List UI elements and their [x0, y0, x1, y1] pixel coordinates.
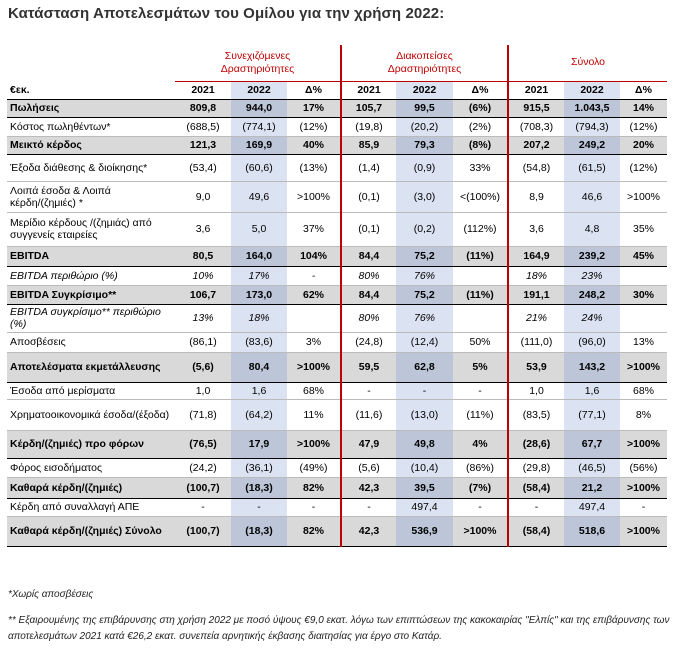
value-delta: 104%: [287, 246, 341, 266]
value-2021: 105,7: [341, 99, 396, 117]
value-2022: (77,1): [564, 399, 620, 430]
value-2022: (0,9): [396, 154, 453, 181]
value-delta: -: [453, 382, 508, 399]
row-label: Καθαρά κέρδη/(ζημιές): [7, 477, 175, 498]
row-income-tax: [7, 458, 667, 477]
value-2022: -: [396, 382, 453, 399]
value-2021: 53,9: [508, 352, 564, 382]
value-2022: 39,5: [396, 477, 453, 498]
value-2022: (64,2): [231, 399, 287, 430]
header-2021: 2021: [508, 81, 564, 99]
header-2021: 2021: [341, 81, 396, 99]
value-delta: -: [287, 498, 341, 516]
row-label: Χρηματοοικονομικά έσοδα/(έξοδα): [7, 399, 175, 430]
value-delta: >100%: [620, 430, 667, 458]
value-2022: (18,3): [231, 477, 287, 498]
row-depreciation: [7, 332, 667, 352]
value-2021: 59,5: [341, 352, 396, 382]
value-2022: (20,2): [396, 117, 453, 136]
value-delta: (49%): [287, 458, 341, 477]
value-delta: 45%: [620, 246, 667, 266]
value-2021: (28,6): [508, 430, 564, 458]
value-delta: >100%: [620, 352, 667, 382]
value-2021: 80%: [341, 266, 396, 285]
value-2021: 47,9: [341, 430, 396, 458]
value-2022: 99,5: [396, 99, 453, 117]
row-label: EBITDA Συγκρίσιμο**: [7, 285, 175, 304]
value-2022: 76%: [396, 266, 453, 285]
value-2022: 497,4: [564, 498, 620, 516]
value-2022: 169,9: [231, 136, 287, 154]
value-2021: (54,8): [508, 154, 564, 181]
value-2022: 249,2: [564, 136, 620, 154]
value-2022: 18%: [231, 304, 287, 332]
value-2022: 75,2: [396, 285, 453, 304]
row-dividend-income: [7, 382, 667, 399]
value-2022: (96,0): [564, 332, 620, 352]
value-2021: 3,6: [508, 212, 564, 246]
row-financial-income-expense: [7, 399, 667, 430]
value-delta: (8%): [453, 136, 508, 154]
value-2022: 80,4: [231, 352, 287, 382]
value-2021: (19,8): [341, 117, 396, 136]
row-res-transaction-profit: [7, 498, 667, 516]
header-delta: Δ%: [453, 81, 508, 99]
row-label: Φόρος εισοδήματος: [7, 458, 175, 477]
group-discontinued: Διακοπείσες Δραστηριότητες: [341, 45, 508, 81]
row-comparable-ebitda: [7, 285, 667, 304]
header-row: [7, 81, 667, 99]
value-delta: (12%): [620, 154, 667, 181]
income-statement-table: [7, 45, 667, 547]
row-label: Κέρδη από συναλλαγή ΑΠΕ: [7, 498, 175, 516]
value-delta: 20%: [620, 136, 667, 154]
value-2022: 49,6: [231, 181, 287, 212]
value-delta: 68%: [287, 382, 341, 399]
value-2022: (0,2): [396, 212, 453, 246]
value-delta: 35%: [620, 212, 667, 246]
value-2021: -: [175, 498, 231, 516]
value-2021: 9,0: [175, 181, 231, 212]
value-delta: (12%): [287, 117, 341, 136]
value-2021: 3,6: [175, 212, 231, 246]
value-2021: 84,4: [341, 246, 396, 266]
value-2022: 49,8: [396, 430, 453, 458]
group-total: Σύνολο: [508, 45, 667, 81]
value-2021: (100,7): [175, 477, 231, 498]
value-2022: 46,6: [564, 181, 620, 212]
value-2021: 21%: [508, 304, 564, 332]
row-label: EBITDA συγκρίσιμο** περιθώριο (%): [7, 304, 175, 332]
value-delta: -: [453, 498, 508, 516]
value-2022: 518,6: [564, 516, 620, 546]
value-delta: 17%: [287, 99, 341, 117]
value-2021: 809,8: [175, 99, 231, 117]
row-gross-profit: [7, 136, 667, 154]
row-label: Καθαρά κέρδη/(ζημιές) Σύνολο: [7, 516, 175, 546]
row-profit-before-tax: [7, 430, 667, 458]
value-delta: [453, 304, 508, 332]
value-2022: 79,3: [396, 136, 453, 154]
value-2022: 1.043,5: [564, 99, 620, 117]
value-delta: [620, 266, 667, 285]
value-2022: (13,0): [396, 399, 453, 430]
value-2021: -: [341, 382, 396, 399]
value-delta: <(100%): [453, 181, 508, 212]
header-label: €εκ.: [7, 81, 175, 99]
value-delta: (11%): [453, 285, 508, 304]
value-2022: 76%: [396, 304, 453, 332]
value-2022: 24%: [564, 304, 620, 332]
value-delta: >100%: [287, 352, 341, 382]
value-2021: 80,5: [175, 246, 231, 266]
value-2021: (5,6): [341, 458, 396, 477]
value-delta: (11%): [453, 246, 508, 266]
value-delta: 82%: [287, 516, 341, 546]
header-delta: Δ%: [287, 81, 341, 99]
page-title: Κατάσταση Αποτελεσμάτων του Ομίλου για την χρήση 2022:: [8, 5, 445, 22]
row-label: Κέρδη/(ζημιές) προ φόρων: [7, 430, 175, 458]
value-2021: (83,5): [508, 399, 564, 430]
value-2021: 191,1: [508, 285, 564, 304]
row-label: Λοιπά έσοδα & Λοιπά κέρδη/(ζημιές) *: [7, 181, 175, 212]
value-2022: (3,0): [396, 181, 453, 212]
value-2022: 21,2: [564, 477, 620, 498]
value-2022: (774,1): [231, 117, 287, 136]
value-delta: (7%): [453, 477, 508, 498]
value-2021: (86,1): [175, 332, 231, 352]
value-2022: (83,6): [231, 332, 287, 352]
value-2021: (53,4): [175, 154, 231, 181]
value-2021: (0,1): [341, 212, 396, 246]
value-delta: (112%): [453, 212, 508, 246]
value-2021: 42,3: [341, 477, 396, 498]
value-2021: (76,5): [175, 430, 231, 458]
value-delta: [453, 266, 508, 285]
value-delta: [620, 304, 667, 332]
value-delta: (12%): [620, 117, 667, 136]
footnote-comparable-ebitda: ** Εξαιρουμένης της επιβάρυνσης στη χρήση 2022 με ποσό ύψους €9,0 εκατ. λόγω των επιπτώσεων της κακοκαιρίας "Ελπίς" και της επιβάρυνσης των αποτελεσμάτων 2021 κατά €26,2 εκατ. συνεπεία αρνητικής έκβασης διαιτησίας για έργο στο Κατάρ.: [8, 615, 670, 642]
value-delta: >100%: [287, 430, 341, 458]
value-2022: 497,4: [396, 498, 453, 516]
value-2021: (58,4): [508, 477, 564, 498]
value-delta: 4%: [453, 430, 508, 458]
row-label: Πωλήσεις: [7, 99, 175, 117]
row-label: Αποσβέσεις: [7, 332, 175, 352]
row-label: EBITDA περιθώριο (%): [7, 266, 175, 285]
row-label: Έσοδα από μερίσματα: [7, 382, 175, 399]
row-net-profit-total: [7, 516, 667, 546]
value-delta: >100%: [620, 181, 667, 212]
value-delta: 62%: [287, 285, 341, 304]
value-delta: 33%: [453, 154, 508, 181]
value-2021: 1,0: [508, 382, 564, 399]
value-2022: -: [231, 498, 287, 516]
value-2022: 944,0: [231, 99, 287, 117]
value-2022: 17,9: [231, 430, 287, 458]
value-2021: 164,9: [508, 246, 564, 266]
row-label: Έξοδα διάθεσης & διοίκησης*: [7, 154, 175, 181]
row-operating-result: [7, 352, 667, 382]
value-delta: 13%: [620, 332, 667, 352]
value-2022: (794,3): [564, 117, 620, 136]
value-2022: 23%: [564, 266, 620, 285]
row-label: Μερίδιο κέρδους /(ζημιάς) από συγγενείς εταιρείες: [7, 212, 175, 246]
value-delta: (11%): [453, 399, 508, 430]
row-comparable-ebitda-margin: [7, 304, 667, 332]
value-2021: 121,3: [175, 136, 231, 154]
value-2022: (18,3): [231, 516, 287, 546]
value-2022: 62,8: [396, 352, 453, 382]
value-2021: (11,6): [341, 399, 396, 430]
value-2021: (111,0): [508, 332, 564, 352]
value-2022: 164,0: [231, 246, 287, 266]
header-2022: 2022: [564, 81, 620, 99]
value-2022: 536,9: [396, 516, 453, 546]
value-2022: (61,5): [564, 154, 620, 181]
value-delta: 8%: [620, 399, 667, 430]
row-ebitda: [7, 246, 667, 266]
value-delta: >100%: [620, 516, 667, 546]
value-delta: (56%): [620, 458, 667, 477]
value-2021: 80%: [341, 304, 396, 332]
value-2022: 75,2: [396, 246, 453, 266]
value-delta: -: [620, 498, 667, 516]
value-2021: 18%: [508, 266, 564, 285]
value-2022: 17%: [231, 266, 287, 285]
row-label: Μεικτό κέρδος: [7, 136, 175, 154]
header-2021: 2021: [175, 81, 231, 99]
value-2022: 143,2: [564, 352, 620, 382]
value-delta: [287, 304, 341, 332]
value-2021: 13%: [175, 304, 231, 332]
footnote-no-depreciation: *Χωρίς αποσβέσεις: [8, 589, 94, 600]
value-2021: 8,9: [508, 181, 564, 212]
value-2021: (71,8): [175, 399, 231, 430]
header-delta: Δ%: [620, 81, 667, 99]
row-label: EBITDA: [7, 246, 175, 266]
value-2021: (29,8): [508, 458, 564, 477]
row-label: Κόστος πωληθέντων*: [7, 117, 175, 136]
value-delta: >100%: [287, 181, 341, 212]
value-delta: (13%): [287, 154, 341, 181]
value-2022: 67,7: [564, 430, 620, 458]
value-2022: 1,6: [231, 382, 287, 399]
value-delta: 68%: [620, 382, 667, 399]
value-2022: 248,2: [564, 285, 620, 304]
value-2021: 42,3: [341, 516, 396, 546]
row-other-income: [7, 181, 667, 212]
value-2021: 915,5: [508, 99, 564, 117]
row-cost-of-sales: [7, 117, 667, 136]
value-delta: 50%: [453, 332, 508, 352]
value-2022: 1,6: [564, 382, 620, 399]
value-2022: 239,2: [564, 246, 620, 266]
row-ebitda-margin: [7, 266, 667, 285]
row-net-profit: [7, 477, 667, 498]
row-sales: [7, 99, 667, 117]
value-2022: (36,1): [231, 458, 287, 477]
value-2022: (10,4): [396, 458, 453, 477]
value-2021: 85,9: [341, 136, 396, 154]
value-delta: 37%: [287, 212, 341, 246]
value-2021: -: [508, 498, 564, 516]
value-delta: >100%: [453, 516, 508, 546]
value-delta: 82%: [287, 477, 341, 498]
value-2021: 207,2: [508, 136, 564, 154]
value-2022: 173,0: [231, 285, 287, 304]
value-delta: 3%: [287, 332, 341, 352]
value-delta: 30%: [620, 285, 667, 304]
value-delta: (2%): [453, 117, 508, 136]
group-continuing: Συνεχιζόμενες Δραστηριότητες: [175, 45, 341, 81]
value-2022: (12,4): [396, 332, 453, 352]
value-delta: 5%: [453, 352, 508, 382]
header-2022: 2022: [231, 81, 287, 99]
value-2021: 106,7: [175, 285, 231, 304]
value-2022: (46,5): [564, 458, 620, 477]
value-delta: (6%): [453, 99, 508, 117]
value-2022: (60,6): [231, 154, 287, 181]
value-delta: 11%: [287, 399, 341, 430]
row-selling-admin-expenses: [7, 154, 667, 181]
value-delta: >100%: [620, 477, 667, 498]
row-associates-share: [7, 212, 667, 246]
value-delta: 40%: [287, 136, 341, 154]
value-delta: -: [287, 266, 341, 285]
value-2021: (5,6): [175, 352, 231, 382]
value-2022: 5,0: [231, 212, 287, 246]
value-2021: (0,1): [341, 181, 396, 212]
value-2021: (24,8): [341, 332, 396, 352]
value-2021: -: [341, 498, 396, 516]
value-2021: 84,4: [341, 285, 396, 304]
value-2021: (708,3): [508, 117, 564, 136]
value-delta: (86%): [453, 458, 508, 477]
value-2021: (100,7): [175, 516, 231, 546]
value-2022: 4,8: [564, 212, 620, 246]
value-delta: 14%: [620, 99, 667, 117]
value-2021: (1,4): [341, 154, 396, 181]
value-2021: (58,4): [508, 516, 564, 546]
value-2021: (24,2): [175, 458, 231, 477]
value-2021: 1,0: [175, 382, 231, 399]
row-label: Αποτελέσματα εκμετάλλευσης: [7, 352, 175, 382]
value-2021: 10%: [175, 266, 231, 285]
value-2021: (688,5): [175, 117, 231, 136]
header-2022: 2022: [396, 81, 453, 99]
